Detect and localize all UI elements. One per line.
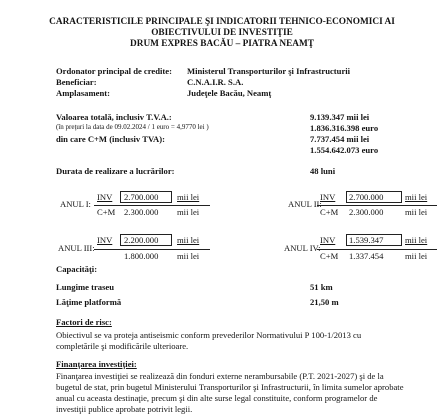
capacitati-title: Capacităţi: bbox=[56, 264, 98, 274]
anul-1-cm-label: C+M bbox=[97, 207, 116, 217]
risc-line-2: completările şi modificările ulterioare. bbox=[56, 341, 189, 351]
anul-4-inv-unit: mii lei bbox=[405, 235, 428, 245]
anul-3-inv-label: INV bbox=[97, 235, 113, 245]
anul-2-cm-unit: mii lei bbox=[405, 207, 428, 217]
anul-3-divider bbox=[94, 249, 210, 250]
finantare-paragraph bbox=[56, 371, 438, 415]
anul-1-divider bbox=[94, 205, 210, 206]
ordonator-value: Ministerul Transporturilor şi Infrastructurii bbox=[187, 66, 351, 76]
valoare-totala-label: Valoarea totală, inclusiv T.V.A.: bbox=[56, 112, 172, 122]
finantare-title: Finanţarea investiţiei: bbox=[56, 359, 137, 369]
anul-1-inv-label: INV bbox=[97, 192, 113, 202]
lungime-label: Lungime traseu bbox=[56, 282, 115, 292]
finantare-line-2: bugetul de stat, prin bugetul Ministerului Transporturilor şi Infrastructurii, în limita sumelor aprobate bbox=[56, 382, 404, 392]
anul-1-inv-value: 2.700.000 bbox=[124, 192, 159, 202]
anul-2-inv-unit: mii lei bbox=[405, 192, 428, 202]
valoare-cm-lei: 7.737.454 mii lei bbox=[310, 134, 370, 144]
anul-2-cm-label: C+M bbox=[320, 207, 339, 217]
valoare-totala-note: (în preţuri la data de 09.02.2024 / 1 euro = 4,9770 lei ) bbox=[56, 123, 209, 131]
anul-4-cm-label: C+M bbox=[320, 251, 339, 261]
anul-2-inv-value: 2.700.000 bbox=[349, 192, 384, 202]
anul-4-inv-value: 1.539.347 bbox=[349, 235, 384, 245]
latime-label: Lăţime platformă bbox=[56, 297, 122, 307]
anul-4-cm-value: 1.337.454 bbox=[349, 251, 384, 261]
anul-3-label: ANUL III: bbox=[58, 243, 95, 253]
finantare-line-1: Finanţarea investiţiei se realizează din fonduri externe nerambursabile (P.T. 2021-2027) şi de la bbox=[56, 371, 384, 381]
anul-1-cm-value: 2.300.000 bbox=[124, 207, 159, 217]
risc-line-1: Obiectivul se va proteja antiseismic conform prevederilor Normativului P 100-1/2013 cu bbox=[56, 330, 362, 340]
anul-3-cm-value: 1.800.000 bbox=[124, 251, 159, 261]
anul-2-cm-value: 2.300.000 bbox=[349, 207, 384, 217]
anul-2-label: ANUL II: bbox=[288, 199, 322, 209]
anul-4-divider bbox=[317, 249, 437, 250]
anul-3-inv-value: 2.200.000 bbox=[124, 235, 159, 245]
anul-2-divider bbox=[317, 205, 437, 206]
valoare-cm-euro: 1.554.642.073 euro bbox=[310, 145, 379, 155]
ordonator-label: Ordonator principal de credite: bbox=[56, 66, 172, 76]
lungime-value: 51 km bbox=[310, 282, 333, 292]
document-title-line3: DRUM EXPRES BACĂU – PIATRA NEAMŢ bbox=[130, 39, 314, 49]
valoare-cm-label: din care C+M (inclusiv TVA): bbox=[56, 134, 165, 144]
document-title-line1: CARACTERISTICILE PRINCIPALE ŞI INDICATORII TEHNICO-ECONOMICI AI bbox=[49, 17, 395, 27]
anul-1-label: ANUL I: bbox=[60, 199, 91, 209]
anul-2-inv-label: INV bbox=[320, 192, 336, 202]
amplasament-value: Judeţele Bacău, Neamţ bbox=[187, 88, 272, 98]
anul-4-inv-label: INV bbox=[320, 235, 336, 245]
durata-value: 48 luni bbox=[310, 166, 336, 176]
anul-3-cm-unit: mii lei bbox=[177, 251, 200, 261]
anul-1-cm-unit: mii lei bbox=[177, 207, 200, 217]
anul-3-inv-unit: mii lei bbox=[177, 235, 200, 245]
amplasament-label: Amplasament: bbox=[56, 88, 110, 98]
risc-paragraph bbox=[56, 330, 438, 352]
beneficiar-label: Beneficiar: bbox=[56, 77, 97, 87]
anul-4-cm-unit: mii lei bbox=[405, 251, 428, 261]
beneficiar-value: C.N.A.I.R. S.A. bbox=[187, 77, 244, 87]
valoare-totala-euro: 1.836.316.398 euro bbox=[310, 123, 379, 133]
document-title-line2: OBIECTIVULUI DE INVESTIŢIE bbox=[151, 28, 293, 38]
anul-4-label: ANUL IV: bbox=[284, 243, 321, 253]
durata-label: Durata de realizare a lucrărilor: bbox=[56, 166, 175, 176]
latime-value: 21,50 m bbox=[310, 297, 339, 307]
risc-title: Factori de risc: bbox=[56, 317, 112, 327]
anul-1-inv-unit: mii lei bbox=[177, 192, 200, 202]
finantare-line-3: anual cu aceasta destinaţie, precum şi din alte surse legal constituite, conform programelor de bbox=[56, 393, 378, 403]
finantare-line-4: investiţii publice aprobate potrivit legii. bbox=[56, 404, 193, 414]
valoare-totala-lei: 9.139.347 mii lei bbox=[310, 112, 370, 122]
